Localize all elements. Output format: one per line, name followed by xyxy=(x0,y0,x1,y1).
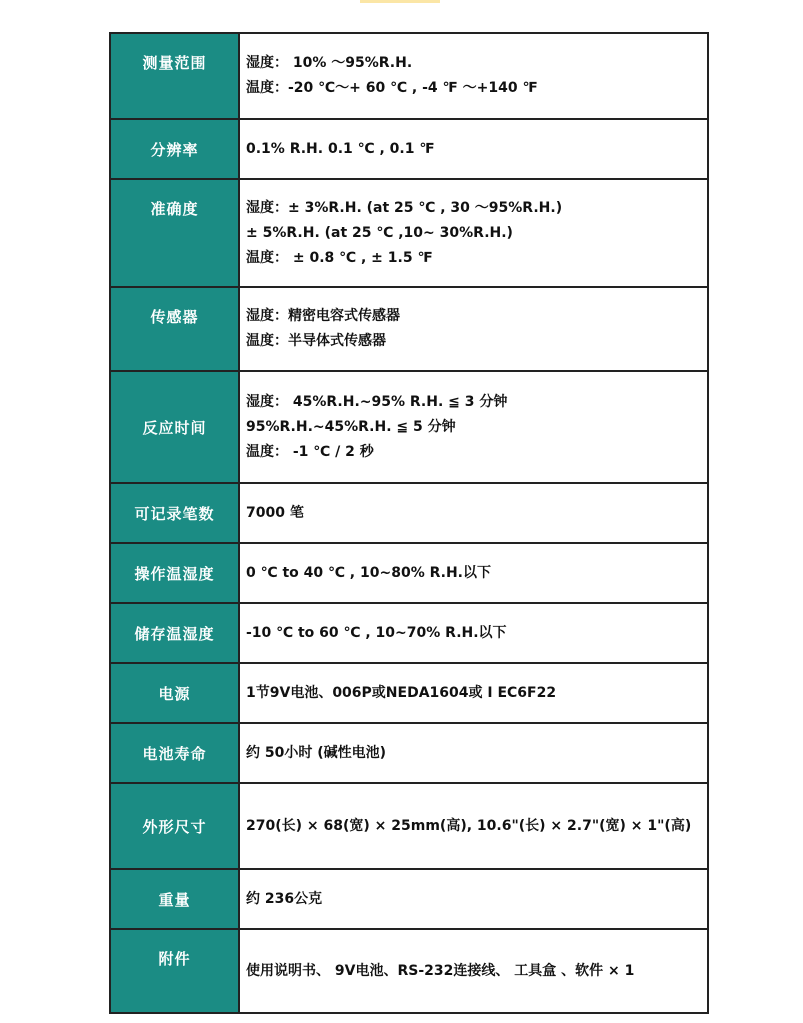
spec-value xyxy=(239,33,708,119)
spec-label: 操作温湿度 xyxy=(110,543,239,603)
top-accent-bar xyxy=(360,0,440,3)
spec-value-line: 使用说明书、 9V电池、RS-232连接线、 工具盒 、软件 × 1 xyxy=(246,962,635,979)
spec-row-measure-range xyxy=(110,33,708,119)
spec-value-line: 0 ℃ to 40 ℃ , 10~80% R.H.以下 xyxy=(246,564,491,581)
spec-value-line: 1节9V电池、006P或NEDA1604或 I EC6F22 xyxy=(246,684,557,701)
spec-value-line: 270(长) × 68(宽) × 25mm(高), 10.6"(长) × 2.7"(宽) × 1"(高) xyxy=(246,817,692,834)
spec-value-line: 温度：半导体式传感器 xyxy=(246,333,386,349)
spec-value xyxy=(239,663,708,723)
spec-row-weight xyxy=(110,869,708,929)
spec-row-sensor xyxy=(110,287,708,371)
spec-value-line: 湿度： 45%R.H.~95% R.H. ≦ 3 分钟 xyxy=(246,393,508,410)
spec-value-line: 0.1% R.H. 0.1 ℃ , 0.1 ℉ xyxy=(246,140,435,157)
spec-value-line: 95%R.H.~45%R.H. ≦ 5 分钟 xyxy=(246,418,456,435)
spec-value-line: 湿度：± 3%R.H. (at 25 ℃ , 30 ～95%R.H.) xyxy=(246,199,563,216)
spec-table xyxy=(109,32,709,1014)
spec-row-accessories xyxy=(110,929,708,1013)
spec-row-power xyxy=(110,663,708,723)
spec-label: 储存温湿度 xyxy=(110,603,239,663)
spec-value xyxy=(239,119,708,179)
spec-label: 电源 xyxy=(110,663,239,723)
spec-value xyxy=(239,929,708,1013)
spec-label: 重量 xyxy=(110,869,239,929)
spec-value xyxy=(239,179,708,287)
spec-label: 可记录笔数 xyxy=(110,483,239,543)
spec-value xyxy=(239,371,708,483)
spec-value-line: 7000 笔 xyxy=(246,504,304,521)
spec-value xyxy=(239,287,708,371)
spec-value xyxy=(239,603,708,663)
spec-label: 分辨率 xyxy=(110,119,239,179)
spec-row-operating-conditions xyxy=(110,543,708,603)
spec-label: 准确度 xyxy=(110,179,239,287)
spec-row-record-count xyxy=(110,483,708,543)
spec-value-line: 温度： ± 0.8 ℃ , ± 1.5 ℉ xyxy=(246,249,433,266)
spec-value-line: 温度： -1 ℃ / 2 秒 xyxy=(246,443,374,460)
spec-value xyxy=(239,723,708,783)
spec-label: 反应时间 xyxy=(110,371,239,483)
spec-row-battery-life xyxy=(110,723,708,783)
spec-label: 电池寿命 xyxy=(110,723,239,783)
spec-value-line: 湿度： 10% ～95%R.H. xyxy=(246,55,413,71)
spec-value xyxy=(239,783,708,869)
spec-row-accuracy xyxy=(110,179,708,287)
spec-row-storage-conditions xyxy=(110,603,708,663)
spec-label: 测量范围 xyxy=(110,33,239,119)
spec-label: 外形尺寸 xyxy=(110,783,239,869)
spec-value-line: 温度：-20 ℃～+ 60 ℃ , -4 ℉ ～+140 ℉ xyxy=(246,80,538,96)
spec-row-resolution xyxy=(110,119,708,179)
spec-row-dimensions xyxy=(110,783,708,869)
spec-value-line: -10 ℃ to 60 ℃ , 10~70% R.H.以下 xyxy=(246,624,507,641)
spec-value xyxy=(239,869,708,929)
spec-label: 附件 xyxy=(110,929,239,1013)
spec-value-line: 约 236公克 xyxy=(246,890,323,907)
spec-row-response-time xyxy=(110,371,708,483)
spec-value xyxy=(239,543,708,603)
spec-label: 传感器 xyxy=(110,287,239,371)
spec-value-line: 约 50小时 (碱性电池) xyxy=(246,744,387,761)
spec-value-line: 湿度：精密电容式传感器 xyxy=(246,308,400,324)
spec-value xyxy=(239,483,708,543)
spec-value-line: ± 5%R.H. (at 25 ℃ ,10~ 30%R.H.) xyxy=(246,224,513,241)
